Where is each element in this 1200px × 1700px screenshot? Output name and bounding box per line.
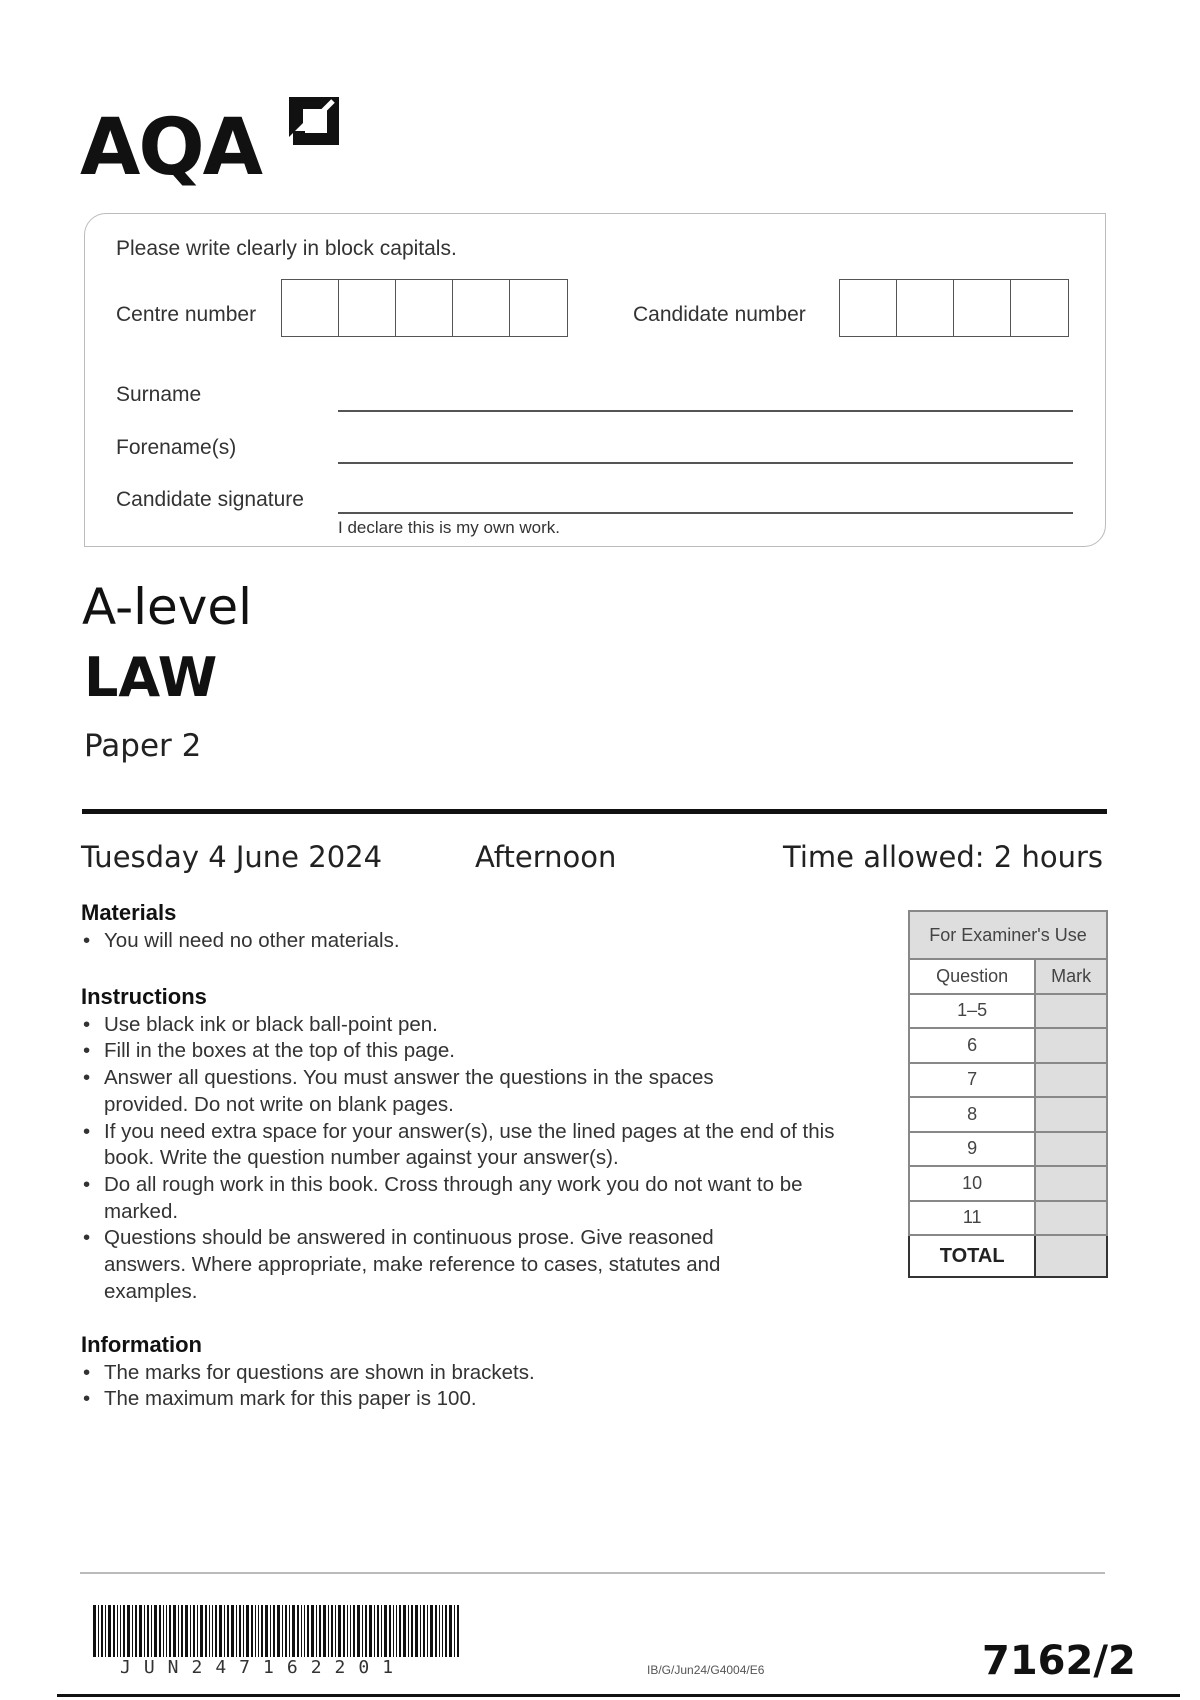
barcode-bar: [231, 1605, 234, 1657]
barcode-bar: [403, 1605, 406, 1657]
barcode-bar: [246, 1605, 249, 1657]
barcode-bar: [454, 1605, 455, 1657]
barcode-bar: [120, 1605, 121, 1657]
barcode-bar: [439, 1605, 440, 1657]
question-cell: 10: [909, 1166, 1035, 1201]
barcode-bar: [261, 1605, 263, 1657]
barcode-bar: [420, 1605, 421, 1657]
barcode-bar: [350, 1605, 351, 1657]
subject-title: LAW: [84, 646, 218, 709]
mark-cell: [1035, 1166, 1107, 1201]
forename-label: Forename(s): [116, 436, 237, 459]
candidate-number-label: Candidate number: [633, 303, 806, 326]
barcode-bar: [277, 1605, 280, 1657]
barcode-bar: [265, 1605, 268, 1657]
list-item: • Answer all questions. You must answer the questions in the spaces provided. Do not write on blank pages.: [81, 1065, 801, 1118]
footer-divider: [80, 1572, 1105, 1574]
barcode-bar: [399, 1605, 401, 1657]
page-edge: [57, 1694, 1180, 1697]
question-cell: 9: [909, 1132, 1035, 1167]
barcode-bar: [427, 1605, 428, 1657]
barcode-bar: [442, 1605, 443, 1657]
barcode-bar: [117, 1605, 118, 1657]
divider: [82, 809, 1107, 814]
barcode-bar: [389, 1605, 391, 1657]
barcode-bar: [193, 1605, 195, 1657]
barcode-bar: [139, 1605, 142, 1657]
barcode-bar: [381, 1605, 382, 1657]
centre-number-label: Centre number: [116, 303, 257, 326]
barcode-bar: [338, 1605, 341, 1657]
question-cell: 1–5: [909, 994, 1035, 1029]
barcode-bar: [215, 1605, 217, 1657]
time-allowed: Time allowed: 2 hours: [783, 840, 1103, 874]
qualification-level: A-level: [82, 578, 253, 636]
column-header: Mark: [1035, 959, 1107, 994]
barcode-bar: [435, 1605, 437, 1657]
barcode-bar: [285, 1605, 287, 1657]
barcode-bar: [205, 1605, 207, 1657]
barcode-bar: [377, 1605, 379, 1657]
barcode-bar: [307, 1605, 309, 1657]
barcode-bar: [185, 1605, 188, 1657]
barcode-bar: [98, 1605, 99, 1657]
list-item: • Do all rough work in this book. Cross through any work you do not want to be marked.: [81, 1172, 851, 1225]
barcode-bar: [331, 1605, 333, 1657]
list-item: • You will need no other materials.: [81, 928, 881, 955]
barcode-bar: [384, 1605, 387, 1657]
barcode-bar: [108, 1605, 111, 1657]
barcode-bar: [163, 1605, 164, 1657]
paper-code: 7162/2: [982, 1638, 1136, 1684]
forename-field[interactable]: [338, 462, 1073, 464]
exam-session: Afternoon: [475, 840, 617, 874]
question-cell: 6: [909, 1028, 1035, 1063]
information-section: [81, 1332, 881, 1413]
barcode-bar: [323, 1605, 326, 1657]
mark-cell: [1035, 1028, 1107, 1063]
barcode-bar: [393, 1605, 394, 1657]
list-item: • Questions should be answered in continuous prose. Give reasoned answers. Where appropriate, make reference to cases, statutes and examples.: [81, 1225, 801, 1305]
list-item: • The maximum mark for this paper is 100.: [81, 1386, 881, 1413]
list-item: • Fill in the boxes at the top of this page.: [81, 1038, 871, 1065]
signature-label: Candidate signature: [116, 488, 304, 511]
barcode-bar: [147, 1605, 149, 1657]
barcode-bar: [297, 1605, 299, 1657]
barcode-bar: [178, 1605, 179, 1657]
barcode-bar: [105, 1605, 106, 1657]
barcode-bar: [135, 1605, 137, 1657]
declaration-text: I declare this is my own work.: [338, 518, 561, 537]
materials-heading: Materials: [81, 900, 177, 925]
table-title: For Examiner's Use: [909, 911, 1107, 959]
barcode-bar: [127, 1605, 130, 1657]
barcode-bar: [190, 1605, 191, 1657]
question-cell: 8: [909, 1097, 1035, 1132]
information-heading: Information: [81, 1332, 202, 1357]
barcode-bar: [289, 1605, 290, 1657]
instructions-section: [81, 984, 871, 1305]
surname-label: Surname: [116, 383, 202, 406]
barcode-bar: [457, 1605, 459, 1657]
barcode-bar: [123, 1605, 125, 1657]
barcode-bar: [396, 1605, 397, 1657]
barcode-bar: [236, 1605, 237, 1657]
barcode-bar: [445, 1605, 447, 1657]
barcode-bar: [270, 1605, 271, 1657]
barcode-bar: [347, 1605, 348, 1657]
barcode-bar: [151, 1605, 152, 1657]
barcode-bar: [251, 1605, 253, 1657]
barcode-bar: [243, 1605, 244, 1657]
barcode-bar: [319, 1605, 321, 1657]
barcode-bar: [301, 1605, 302, 1657]
barcode-bar: [239, 1605, 241, 1657]
barcode-bar: [335, 1605, 336, 1657]
exam-date: Tuesday 4 June 2024: [81, 840, 383, 874]
barcode-bar: [362, 1605, 363, 1657]
barcode-bar: [369, 1605, 372, 1657]
barcode-bar: [292, 1605, 295, 1657]
barcode-bar: [166, 1605, 167, 1657]
total-label: TOTAL: [909, 1235, 1035, 1277]
mark-cell: [1035, 1132, 1107, 1167]
barcode-bar: [200, 1605, 203, 1657]
question-cell: 11: [909, 1201, 1035, 1236]
barcode-bar: [227, 1605, 229, 1657]
barcode-bar: [212, 1605, 213, 1657]
barcode-bar: [316, 1605, 317, 1657]
mark-cell: [1035, 994, 1107, 1029]
barcode-bar: [282, 1605, 283, 1657]
barcode-bar: [154, 1605, 157, 1657]
barcode-bar: [159, 1605, 161, 1657]
barcode-bar: [357, 1605, 360, 1657]
barcode-bar: [197, 1605, 198, 1657]
barcode-bar: [258, 1605, 259, 1657]
barcode-bar: [365, 1605, 367, 1657]
barcode-digits: JUN247162201: [120, 1657, 407, 1678]
form-instruction: Please write clearly in block capitals.: [116, 237, 457, 260]
list-item: • If you need extra space for your answer(s), use the lined pages at the end of this book. Write the question number against your answer(s).: [81, 1119, 871, 1172]
barcode-bar: [415, 1605, 418, 1657]
mark-cell: [1035, 1201, 1107, 1236]
barcode: [93, 1605, 478, 1657]
barcode-bar: [144, 1605, 145, 1657]
barcode-bar: [173, 1605, 176, 1657]
barcode-bar: [219, 1605, 222, 1657]
total-mark-cell: [1035, 1235, 1107, 1277]
list-item: • Use black ink or black ball-point pen.: [81, 1012, 871, 1039]
materials-section: [81, 900, 881, 954]
column-header: Question: [909, 959, 1035, 994]
list-item: • The marks for questions are shown in brackets.: [81, 1360, 881, 1387]
mark-cell: [1035, 1097, 1107, 1132]
barcode-bar: [408, 1605, 409, 1657]
barcode-bar: [304, 1605, 305, 1657]
barcode-bar: [255, 1605, 256, 1657]
instructions-heading: Instructions: [81, 984, 207, 1009]
reference-code: IB/G/Jun24/G4004/E6: [647, 1663, 765, 1677]
barcode-bar: [449, 1605, 452, 1657]
question-cell: 7: [909, 1063, 1035, 1098]
aqa-logo: AQA: [80, 93, 350, 188]
aqa-logo-mark-icon: [285, 93, 343, 153]
barcode-bar: [113, 1605, 115, 1657]
candidate-number-input[interactable]: [839, 279, 1069, 337]
barcode-bar: [343, 1605, 345, 1657]
barcode-bar: [132, 1605, 133, 1657]
barcode-bar: [328, 1605, 329, 1657]
barcode-bar: [169, 1605, 171, 1657]
signature-field[interactable]: [338, 512, 1073, 514]
surname-field[interactable]: [338, 410, 1073, 412]
barcode-bar: [181, 1605, 183, 1657]
barcode-bar: [374, 1605, 375, 1657]
barcode-bar: [209, 1605, 210, 1657]
examiner-use-table: [908, 910, 1108, 1278]
barcode-bar: [311, 1605, 314, 1657]
barcode-bar: [273, 1605, 275, 1657]
barcode-bar: [411, 1605, 413, 1657]
mark-cell: [1035, 1063, 1107, 1098]
barcode-bar: [224, 1605, 225, 1657]
barcode-bar: [353, 1605, 355, 1657]
barcode-bar: [423, 1605, 425, 1657]
barcode-bar: [101, 1605, 103, 1657]
paper-number: Paper 2: [84, 728, 202, 764]
barcode-bar: [93, 1605, 96, 1657]
barcode-bar: [430, 1605, 433, 1657]
centre-number-input[interactable]: [281, 279, 568, 337]
